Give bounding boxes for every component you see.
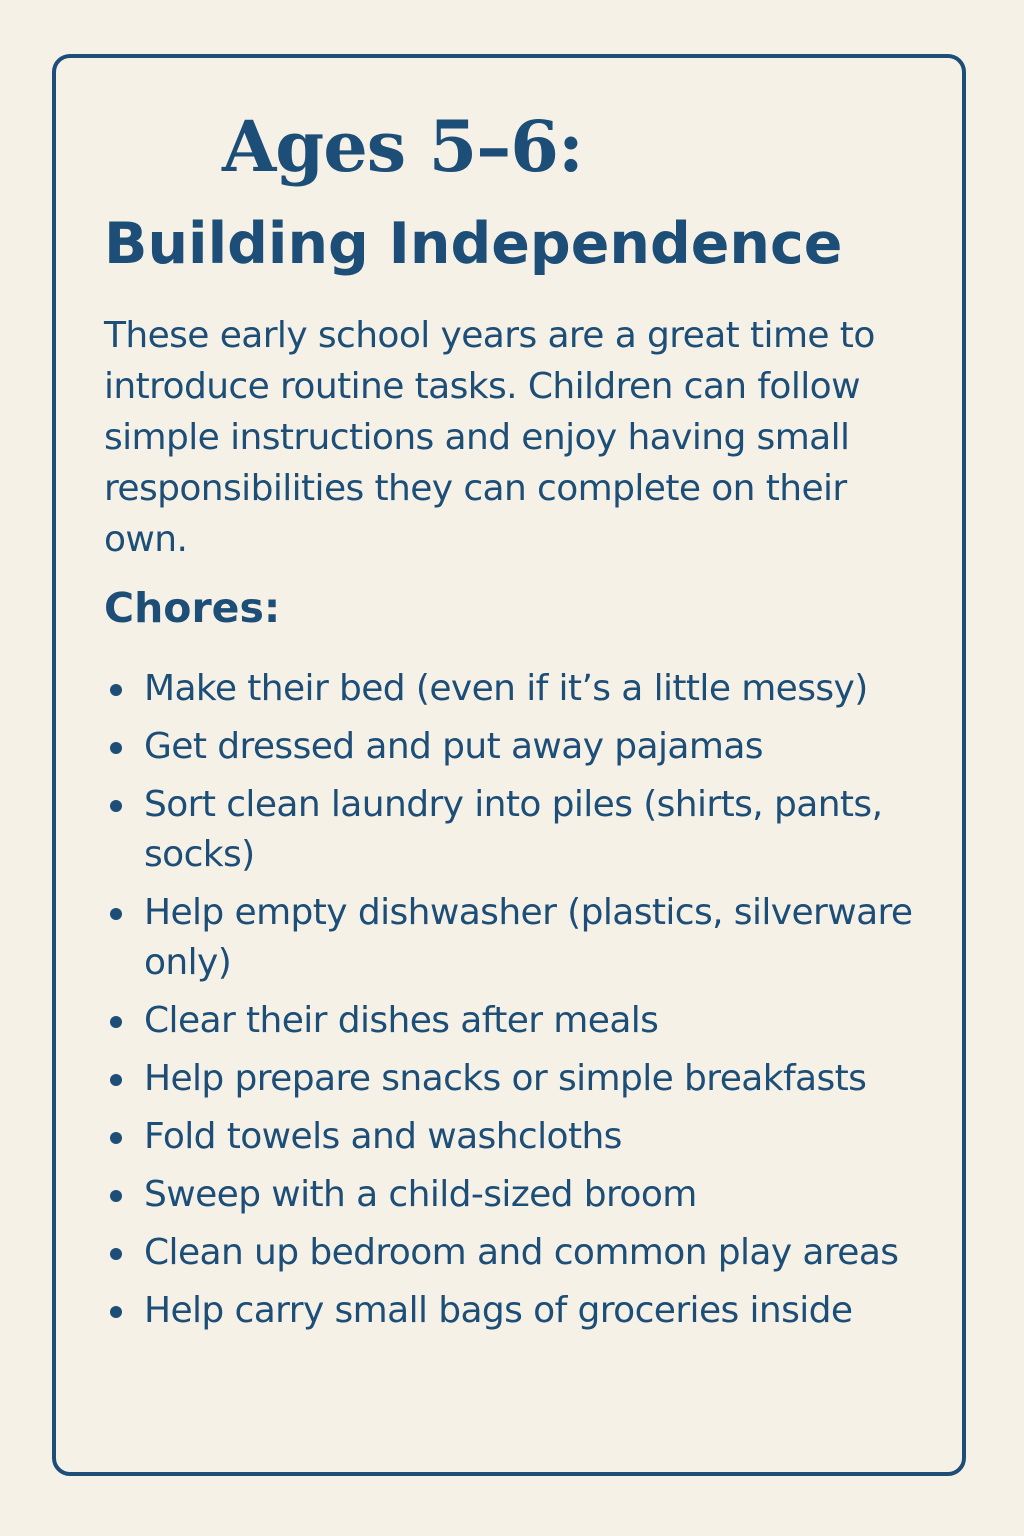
chore-text: Clear their dishes after meals: [144, 1000, 659, 1041]
bullet-icon: [110, 684, 122, 696]
chore-text: Help empty dishwasher (plastics, silverware only): [144, 892, 913, 983]
bullet-icon: [110, 800, 122, 812]
intro-paragraph: These early school years are a great time to introduce routine tasks. Children can follow simple instructions and enjoy having small responsibilities they can complete on their own.: [104, 315, 875, 560]
page-title: Ages 5–6:: [222, 105, 583, 188]
bullet-icon: [110, 908, 122, 920]
bullet-icon: [110, 1306, 122, 1318]
chore-item: [104, 722, 934, 772]
bullet-icon: [110, 1190, 122, 1202]
chore-text: Sweep with a child-sized broom: [144, 1174, 697, 1215]
chore-item: [104, 664, 934, 714]
page-subtitle: Building Independence: [104, 211, 843, 277]
chore-item: [104, 1286, 934, 1336]
chore-text: Help prepare snacks or simple breakfasts: [144, 1058, 867, 1099]
chore-item: [104, 1054, 934, 1104]
bullet-icon: [110, 1132, 122, 1144]
chore-text: Make their bed (even if it’s a little messy): [144, 668, 868, 709]
chore-item: [104, 1170, 934, 1220]
bullet-icon: [110, 1016, 122, 1028]
chore-text: Clean up bedroom and common play areas: [144, 1232, 899, 1273]
bullet-icon: [110, 742, 122, 754]
chore-item: [104, 888, 934, 988]
chore-text: Get dressed and put away pajamas: [144, 726, 763, 767]
chore-text: Fold towels and washcloths: [144, 1116, 622, 1157]
chores-heading: Chores:: [104, 584, 281, 632]
chore-item: [104, 780, 934, 880]
chore-item: [104, 1112, 934, 1162]
bullet-icon: [110, 1074, 122, 1086]
chore-text: Help carry small bags of groceries inside: [144, 1290, 853, 1331]
chore-item: [104, 1228, 934, 1278]
chore-text: Sort clean laundry into piles (shirts, pants, socks): [144, 784, 883, 875]
chore-item: [104, 996, 934, 1046]
bullet-icon: [110, 1248, 122, 1260]
chore-list: [104, 664, 934, 1344]
